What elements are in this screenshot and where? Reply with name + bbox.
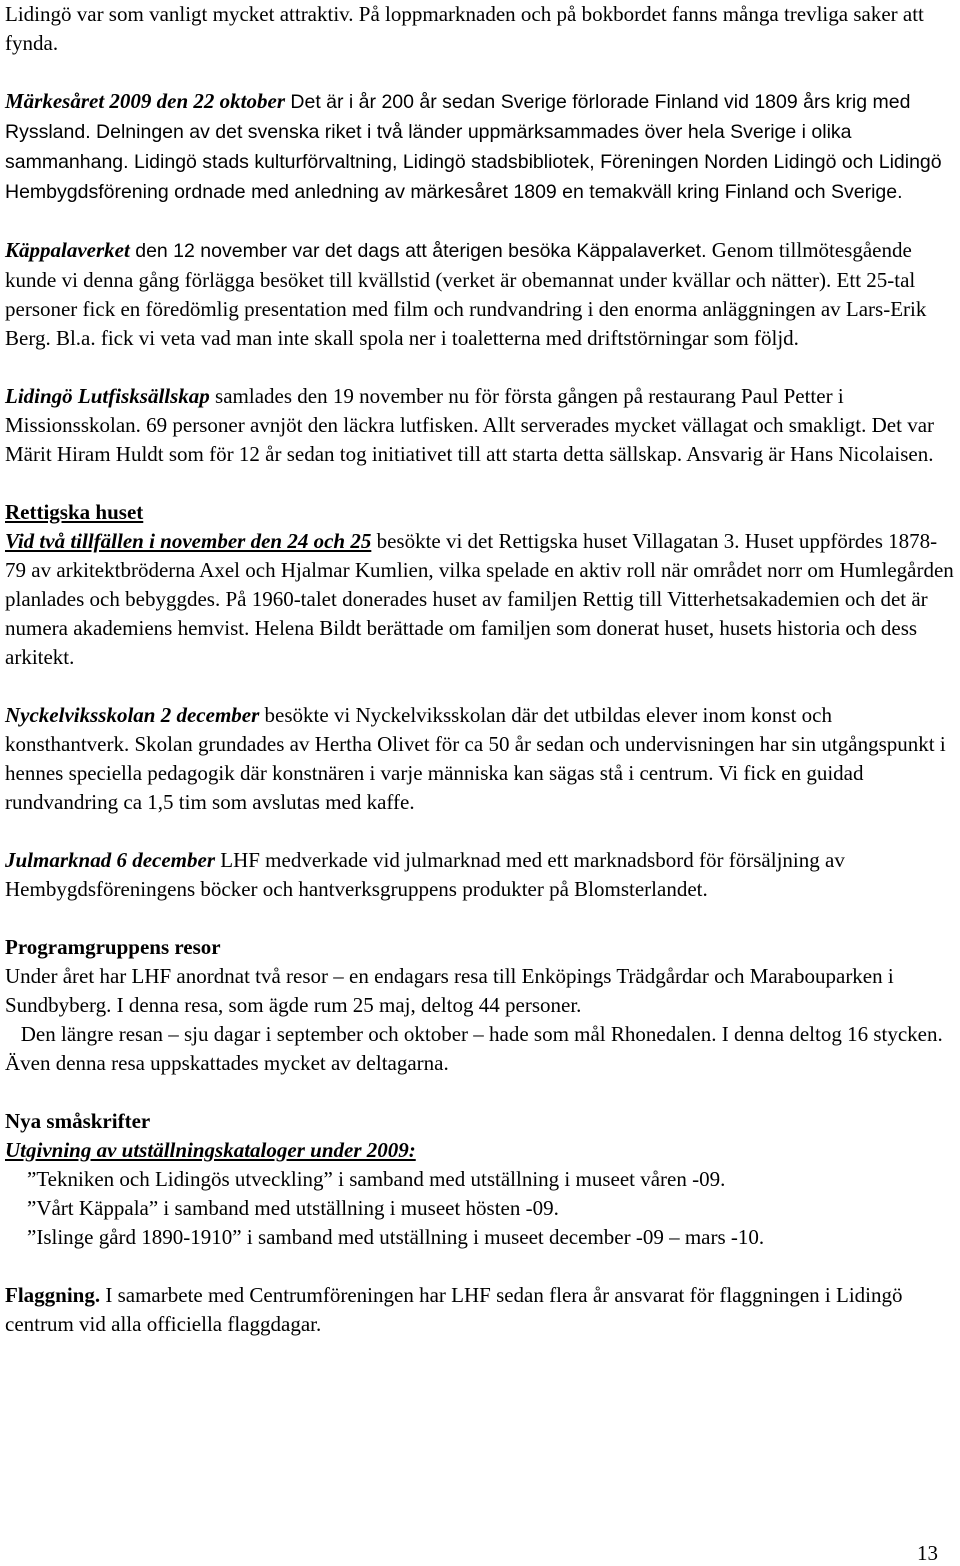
paragraph-julmarknad (5, 846, 955, 904)
subheading-rettigska-huset: Vid två tillfällen i november den 24 och 25 (5, 529, 372, 553)
heading-nya-smaskrifter: Nya småskrifter (5, 1109, 151, 1133)
paragraph-text: den 12 november var det dags att återigen besöka Käppalaverket. (129, 240, 707, 262)
paragraph-nya-smaskrifter (5, 1107, 955, 1252)
paragraph-text: LHF medverkade vid julmarknad med ett marknadsbord för försäljning av Hembygdsföreningens böcker och hantverksgruppens produkter på Blomsterlandet. (5, 848, 845, 901)
paragraph-text: Lidingö stads kulturförvaltning, Lidingö stadsbibliotek, Föreningen Norden Lidingö och Lidingö Hembygdsförening ordnade med anledning av märkesåret 1809 en temakväll kring Finland och Sverige. (5, 151, 942, 203)
list-item: ”Islinge gård 1890-1910” i samband med utställning i museet december -09 – mars -10. (27, 1225, 765, 1249)
paragraph-markesaret (5, 87, 955, 207)
paragraph-text: Under året har LHF anordnat två resor – en endagars resa till Enköpings Trädgårdar och Marabouparken i Sundbyberg. I denna resa, som ägde rum 25 maj, deltog 44 personer. (5, 964, 894, 1017)
paragraph-programgruppens-resor (5, 933, 955, 1078)
subheading-utstallningskataloger: Utgivning av utställningskataloger under 2009: (5, 1138, 416, 1162)
paragraph-text: I samarbete med Centrumföreningen har LHF sedan flera år ansvarat för flaggningen i Lidingö centrum vid alla officiella flaggdagar. (5, 1283, 903, 1336)
heading-lutfisksallskap: Lidingö Lutfisksällskap (5, 384, 210, 408)
paragraph-nyckelviksskolan (5, 701, 955, 817)
heading-kappalaverket: Käppalaverket (5, 238, 130, 262)
paragraph-text: Genom tillmötesgående kunde vi denna gång förlägga besöket till kvällstid (verket är obemannat under kvällar och nätter). Ett 25-tal personer fick en föredömlig presentation med film och rundvandring i den enorma anläggningen av Lars-Erik Berg. Bl.a. fick vi veta vad man inte skall spola ner i toaletterna med driftstörningar som följd. (5, 238, 927, 350)
heading-flaggning: Flaggning. (5, 1283, 101, 1307)
paragraph-text: samlades den 19 november nu för första gången på restaurang Paul Petter i Missionsskolan. 69 personer avnjöt den läckra lutfisken. Allt serverades mycket vällagat och smakligt. Det var Märit Hiram Huldt som för 12 år sedan tog initiativet till att starta detta sällskap. Ansvarig är Hans Nicolaisen. (5, 384, 935, 466)
heading-rettigska-huset: Rettigska huset (5, 500, 144, 524)
heading-julmarknad: Julmarknad 6 december (5, 848, 215, 872)
paragraph-text: besökte vi Nyckelviksskolan där det utbildas elever inom konst och konsthantverk. Skolan grundades av Hertha Olivet för ca 50 år sedan och undervisningen har sin utgångspunkt i hennes speciella pedagogik där konstnären i varje människa kan sägas stå i centrum. Vi fick en guidad rundvandring ca 1,5 tim som avslutas med kaffe. (5, 703, 946, 814)
heading-nyckelviksskolan: Nyckelviksskolan 2 december (5, 703, 260, 727)
list-item: ”Tekniken och Lidingös utveckling” i samband med utställning i museet våren -09. (27, 1167, 726, 1191)
paragraph-text: Den längre resan – sju dagar i september och oktober – hade som mål Rhonedalen. I denna deltog 16 stycken. Även denna resa uppskattades mycket av deltagarna. (5, 1022, 948, 1075)
heading-markesaret: Märkesåret 2009 den 22 oktober (5, 89, 285, 113)
document-page (5, 0, 955, 1339)
paragraph-lutfisksallskap (5, 382, 955, 469)
heading-programgruppens-resor: Programgruppens resor (5, 935, 221, 959)
paragraph-text: besökte vi det Rettigska huset Villagatan 3. Huset uppfördes 1878-79 av arkitektbröderna Axel och Hjalmar Kumlien, vilka spelade en aktiv roll när området norr om Humlegården planlades och bebyggdes. På 1960-talet donerades huset av familjen Rettig till Vitterhetsakademien och det är numera akademiens hemvist. Helena Bildt berättade om familjen som donerat huset, husets historia och dess arkitekt. (5, 529, 954, 669)
paragraph-kappalaverket (5, 236, 955, 353)
paragraph-loppmarknad (5, 0, 955, 58)
page-number: 13 (917, 1541, 938, 1565)
paragraph-text: Det är i år 200 år sedan Sverige förlorade Finland vid 1809 års krig med Ryssland. Delningen av det svenska riket i två länder uppmärksammades över hela Sverige i olika sammanhang. (5, 91, 911, 173)
list-item: ”Vårt Käppala” i samband med utställning i museet hösten -09. (27, 1196, 559, 1220)
paragraph-rettigska-huset (5, 498, 955, 672)
paragraph-flaggning (5, 1281, 955, 1339)
paragraph-text: Lidingö var som vanligt mycket attraktiv. På loppmarknaden och på bokbordet fanns många trevliga saker att fynda. (5, 2, 924, 55)
